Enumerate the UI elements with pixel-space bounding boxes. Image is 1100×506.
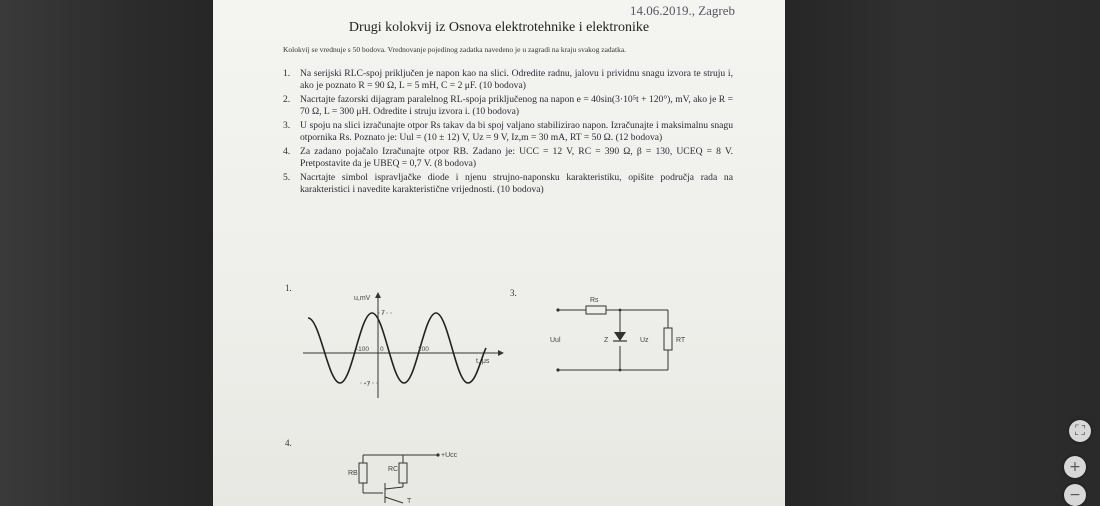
graph-y-min: -7	[364, 381, 371, 388]
task-item	[283, 68, 733, 91]
graph-y-unit: u,mV	[354, 295, 371, 302]
transistor-label: T	[407, 498, 412, 505]
task-item	[283, 146, 733, 169]
rt-label: RT	[676, 337, 686, 344]
fit-screen-icon: ⛶	[1075, 423, 1085, 439]
task-number: 1.	[283, 68, 291, 79]
task-list	[283, 68, 733, 198]
background-right	[785, 0, 1100, 506]
task-item	[283, 94, 733, 117]
task-number: 3.	[283, 120, 291, 131]
exam-sheet	[213, 0, 785, 506]
graph-x-unit: t, μs	[476, 358, 490, 365]
uul-label: Uul	[550, 337, 561, 344]
figure-4-label: 4.	[285, 438, 292, 448]
task-text: Za zadano pojačalo Izračunajte otpor RB. Zadano je: UCC = 12 V, RC = 390 Ω, β = 130, UCEQ = 8 V. Pretpostavite da je UBEQ = 0,7 V. (8 bodova)	[300, 146, 733, 169]
graph-x-tick: 200	[418, 346, 429, 353]
background-left	[0, 0, 215, 506]
task-text: U spoju na slici izračunajte otpor Rs takav da bi spoj valjano stabilizirao napon. Izračunajte i maksimalnu snagu otpornika Rs. Poznato je: Uul = (10 ± 12) V, Uz = 9 V, Iz,m = 30 mA, RT = 50 Ω. (12 bodova)	[300, 120, 733, 143]
uz-label: Uz	[640, 337, 649, 344]
task-number: 5.	[283, 172, 291, 183]
figure-3-label: 3.	[510, 288, 517, 298]
exam-date: 14.06.2019., Zagreb	[629, 3, 735, 18]
zener-label: Z	[604, 337, 609, 344]
exam-intro: Kolokvij se vrednuje s 50 bodova. Vrednovanje pojedinog zadatka navedeno je u zagradi na kraju svakog zadatka.	[283, 45, 627, 54]
figure-4-amplifier-circuit	[343, 445, 473, 506]
figure-1-label: 1.	[285, 283, 292, 293]
figure-3-stabilizer-circuit	[548, 290, 698, 380]
task-text: Nacrtajte fazorski dijagram paralelnog RL-spoja priključenog na napon e = 40sin(3·10⁵t + 120°), mV, ako je R = 70 Ω, L = 300 μH. Odredite i struju izvora i. (10 bodova)	[300, 94, 733, 117]
task-number: 4.	[283, 146, 291, 157]
task-item	[283, 172, 733, 195]
minus-icon: −	[1069, 487, 1081, 503]
rc-label: RC	[388, 466, 399, 473]
task-number: 2.	[283, 94, 291, 105]
zoom-out-button[interactable]	[1064, 484, 1086, 506]
rb-label: RB	[348, 470, 358, 477]
task-text: Nacrtajte simbol ispravljačke diode i njenu strujno-naponsku karakteristiku, opišite područja rada na karakteristici i navedite karakteristične vrijednosti. (10 bodova)	[300, 172, 733, 195]
task-text: Na serijski RLC-spoj priključen je napon kao na slici. Odredite radnu, jalovu i prividnu snagu izvora te struju i, ako je poznato R = 90 Ω, L = 5 mH, C = 2 μF. (10 bodova)	[300, 68, 733, 91]
figure-1-voltage-graph	[298, 288, 513, 403]
plus-icon: +	[1069, 459, 1081, 475]
fit-screen-button[interactable]	[1069, 420, 1091, 442]
graph-x-tick: 0	[380, 346, 384, 353]
graph-x-tick: -100	[356, 346, 370, 353]
task-item	[283, 120, 733, 143]
rs-label: Rs	[590, 297, 599, 304]
graph-y-max: 7	[381, 310, 385, 317]
ucc-label: +Ucc	[441, 452, 458, 459]
exam-title: Drugi kolokvij iz Osnova elektrotehnike i elektronike	[348, 20, 650, 35]
zoom-in-button[interactable]	[1064, 456, 1086, 478]
